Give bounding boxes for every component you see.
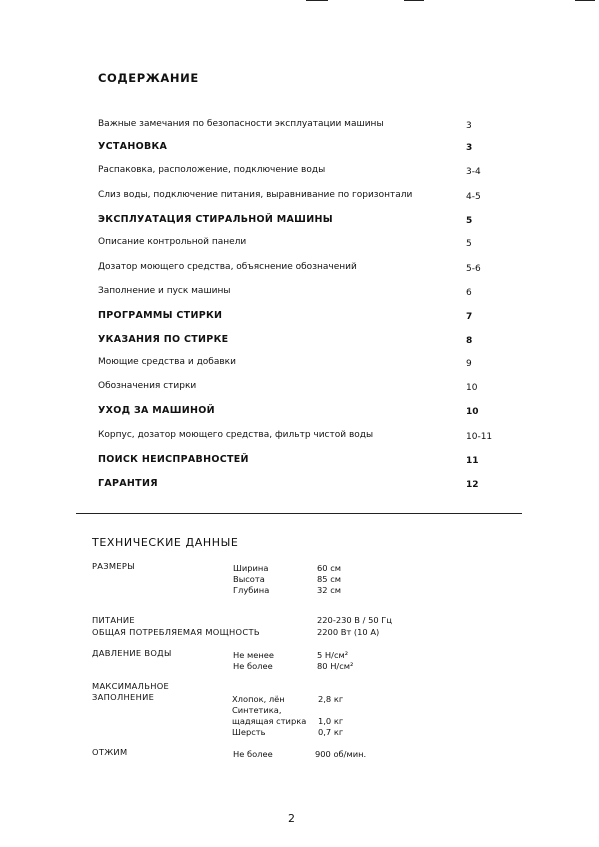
toc-entry-page: 5-6 xyxy=(466,264,481,274)
width-label: Ширина xyxy=(233,563,269,573)
height-label: Высота xyxy=(233,574,265,584)
toc-entry-page: 4-5 xyxy=(466,192,481,202)
consumption-value: 2200 Вт (10 А) xyxy=(317,627,380,637)
toc-entry-label: Слиз воды, подключение питания, выравнивание по горизонтали xyxy=(98,190,413,200)
toc-entry-page: 8 xyxy=(466,336,473,346)
tech-data-title: ТЕХНИЧЕСКИЕ ДАННЫЕ xyxy=(92,536,239,549)
top-edge-mark-left xyxy=(306,0,328,1)
toc-entry-label: Описание контрольной панели xyxy=(98,237,247,247)
toc-entry-page: 9 xyxy=(466,359,472,369)
toc-entry-page: 5 xyxy=(466,239,472,249)
dimensions-label: РАЗМЕРЫ xyxy=(92,561,135,571)
power-label: ПИТАНИЕ xyxy=(92,615,135,625)
toc-entry-page: 11 xyxy=(466,456,479,466)
toc-entry-label: Заполнение и пуск машины xyxy=(98,286,231,296)
max-load-label-line2: ЗАПОЛНЕНИЕ xyxy=(92,692,155,702)
depth-label: Глубина xyxy=(233,585,270,595)
pressure-max-value: 80 Н/см² xyxy=(317,661,354,671)
toc-entry-label: ПОИСК НЕИСПРАВНОСТЕЙ xyxy=(98,454,249,465)
toc-entry-label: Обозначения стирки xyxy=(98,381,197,391)
toc-entry-page: 6 xyxy=(466,288,472,298)
synthetic-label-line2: щадящая стирка xyxy=(232,716,307,726)
toc-entry-label: ПРОГРАММЫ СТИРКИ xyxy=(98,310,223,321)
spin-condition: Не более xyxy=(233,749,273,759)
toc-entry-label: УКАЗАНИЯ ПО СТИРКЕ xyxy=(98,334,229,345)
water-pressure-label: ДАВЛЕНИЕ ВОДЫ xyxy=(92,648,172,658)
toc-entry-page: 10 xyxy=(466,383,478,393)
top-edge-mark-right xyxy=(404,0,424,1)
wool-value: 0,7 кг xyxy=(318,727,344,737)
toc-entry-page: 5 xyxy=(466,216,473,226)
pressure-min-value: 5 Н/см² xyxy=(317,650,349,660)
toc-entry-label: Важные замечания по безопасности эксплуатации машины xyxy=(98,119,384,129)
toc-entry-label: Корпус, дозатор моющего средства, фильтр чистой воды xyxy=(98,430,374,440)
power-value: 220-230 В / 50 Гц xyxy=(317,615,392,625)
width-value: 60 см xyxy=(317,563,342,573)
max-load-label-line1: МАКСИМАЛЬНОЕ xyxy=(92,681,170,691)
page-number: 2 xyxy=(288,812,295,825)
pressure-min-label: Не менее xyxy=(233,650,274,660)
toc-entry-label: УСТАНОВКА xyxy=(98,141,168,152)
pressure-max-label: Не более xyxy=(233,661,273,671)
height-value: 85 см xyxy=(317,574,342,584)
spin-label: ОТЖИМ xyxy=(92,747,128,757)
synthetic-value: 1,0 кг xyxy=(318,716,344,726)
spin-value: 900 об/мин. xyxy=(315,749,367,759)
toc-entry-page: 7 xyxy=(466,312,473,322)
toc-entry-label: ГАРАНТИЯ xyxy=(98,478,158,489)
section-divider xyxy=(76,513,522,514)
toc-entry-page: 3 xyxy=(466,143,473,153)
toc-entry-label: УХОД ЗА МАШИНОЙ xyxy=(98,405,215,416)
depth-value: 32 см xyxy=(317,585,342,595)
top-edge-mark-far xyxy=(575,0,595,1)
consumption-label: ОБЩАЯ ПОТРЕБЛЯЕМАЯ МОЩНОСТЬ xyxy=(92,627,260,637)
toc-entry-page: 10 xyxy=(466,407,479,417)
wool-label: Шерсть xyxy=(232,727,266,737)
toc-entry-page: 3 xyxy=(466,121,472,131)
cotton-label: Хлопок, лён xyxy=(232,694,285,704)
toc-entry-label: Моющие средства и добавки xyxy=(98,357,236,367)
toc-entry-label: Распаковка, расположение, подключение воды xyxy=(98,165,326,175)
synthetic-label-line1: Синтетика, xyxy=(232,705,282,715)
cotton-value: 2,8 кг xyxy=(318,694,344,704)
toc-entry-page: 3-4 xyxy=(466,167,481,177)
toc-entry-label: Дозатор моющего средства, объяснение обозначений xyxy=(98,262,357,272)
toc-entry-label: ЭКСПЛУАТАЦИЯ СТИРАЛЬНОЙ МАШИНЫ xyxy=(98,214,333,225)
toc-title: СОДЕРЖАНИЕ xyxy=(98,71,199,85)
toc-entry-page: 10-11 xyxy=(466,432,493,442)
toc-entry-page: 12 xyxy=(466,480,479,490)
